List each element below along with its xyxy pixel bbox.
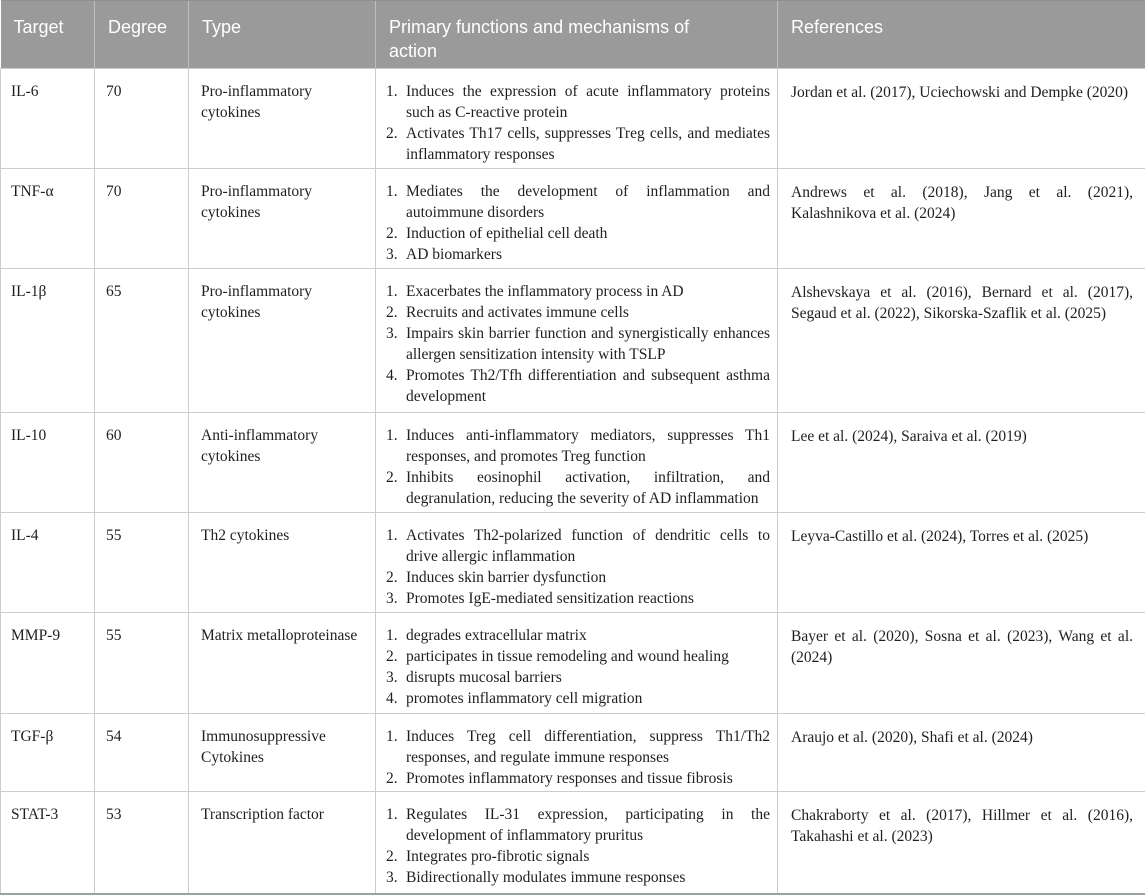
functions-cell [376,613,778,714]
function-item: Induces skin barrier dysfunction [406,569,607,586]
functions-cell [376,413,778,513]
degree-cell: 70 [95,169,189,269]
column-header-type-label: Type [202,17,242,37]
functions-list [384,181,770,265]
function-item: Activates Th17 cells, suppresses Treg cells, and mediates inflammatory responses [406,125,770,163]
degree-cell: 65 [95,269,189,413]
degree-cell: 70 [95,69,189,169]
target-cell: STAT-3 [1,792,95,894]
functions-list [384,525,770,609]
references-cell: Andrews et al. (2018), Jang et al. (2021), Kalashnikova et al. (2024) [778,169,1145,269]
references-cell: Leyva-Castillo et al. (2024), Torres et al. (2025) [778,513,1145,613]
function-item: Activates Th2-polarized function of dendritic cells to drive allergic inflammation [406,527,770,565]
references-cell: Chakraborty et al. (2017), Hillmer et al. (2016), Takahashi et al. (2023) [778,792,1145,894]
type-cell: Matrix metalloproteinase [189,613,376,714]
function-item: Promotes inflammatory responses and tissue fibrosis [406,770,733,787]
target-cell: IL-1β [1,269,95,413]
table-header [1,1,1145,69]
function-item: Integrates pro-fibrotic signals [406,848,590,865]
function-item: Induces Treg cell differentiation, suppress Th1/Th2 responses, and regulate immune responses [406,728,770,766]
degree-cell: 55 [95,613,189,714]
references-cell: Lee et al. (2024), Saraiva et al. (2019) [778,413,1145,513]
function-item: Induces anti-inflammatory mediators, suppresses Th1 responses, and promotes Treg function [406,427,770,465]
function-item: Promotes Th2/Tfh differentiation and subsequent asthma development [406,367,770,405]
function-item: promotes inflammatory cell migration [406,690,643,707]
target-cell: IL-6 [1,69,95,169]
function-item: AD biomarkers [406,246,502,263]
table-row [1,613,1145,714]
functions-list [384,804,770,888]
type-cell: Anti-inflammatory cytokines [189,413,376,513]
degree-cell: 53 [95,792,189,894]
type-cell: Pro-inflammatory cytokines [189,69,376,169]
column-header-degree [95,1,189,69]
table-row [1,69,1145,169]
table-row [1,269,1145,413]
functions-cell [376,792,778,894]
references-cell: Araujo et al. (2020), Shafi et al. (2024) [778,714,1145,792]
column-header-target [1,1,95,69]
table-row [1,413,1145,513]
function-item: Induction of epithelial cell death [406,225,608,242]
functions-cell [376,714,778,792]
function-item: Inhibits eosinophil activation, infiltration, and degranulation, reducing the severity of AD inflammation [406,469,770,507]
target-cell: MMP-9 [1,613,95,714]
column-header-type [189,1,376,69]
column-header-references [778,1,1145,69]
functions-cell [376,69,778,169]
header-row [1,1,1145,69]
functions-list [384,281,770,407]
function-item: Promotes IgE-mediated sensitization reactions [406,590,694,607]
type-cell: Th2 cytokines [189,513,376,613]
references-cell: Alshevskaya et al. (2016), Bernard et al. (2017), Segaud et al. (2022), Sikorska-Szaflik et al. (2025) [778,269,1145,413]
function-item: Recruits and activates immune cells [406,304,629,321]
table-row [1,513,1145,613]
function-item: Impairs skin barrier function and synergistically enhances allergen sensitization intensity with TSLP [406,325,770,363]
target-cell: IL-10 [1,413,95,513]
column-header-degree-label: Degree [108,17,168,37]
function-item: Mediates the development of inflammation and autoimmune disorders [406,183,770,221]
functions-cell [376,169,778,269]
degree-cell: 54 [95,714,189,792]
functions-cell [376,269,778,413]
references-cell: Bayer et al. (2020), Sosna et al. (2023), Wang et al. (2024) [778,613,1145,714]
table-row [1,169,1145,269]
functions-list [384,726,770,789]
column-header-functions [376,1,778,69]
functions-list [384,625,770,709]
column-header-target-label: Target [13,17,64,37]
table-body [1,69,1145,894]
table-row [1,714,1145,792]
function-item: Induces the expression of acute inflammatory proteins such as C-reactive protein [406,83,770,121]
column-header-references-label: References [791,17,884,37]
function-item: participates in tissue remodeling and wound healing [406,648,729,665]
table-row [1,792,1145,894]
functions-cell [376,513,778,613]
column-header-functions-label: Primary functions and mechanisms of action [389,17,690,61]
function-item: Exacerbates the inflammatory process in AD [406,283,684,300]
functions-list [384,81,770,165]
function-item: Regulates IL-31 expression, participating in the development of inflammatory pruritus [406,806,770,844]
type-cell: Pro-inflammatory cytokines [189,169,376,269]
function-item: degrades extracellular matrix [406,627,587,644]
target-cell: TNF-α [1,169,95,269]
references-cell: Jordan et al. (2017), Uciechowski and Dempke (2020) [778,69,1145,169]
type-cell: Transcription factor [189,792,376,894]
type-cell: Immunosuppressive Cytokines [189,714,376,792]
target-cell: IL-4 [1,513,95,613]
function-item: disrupts mucosal barriers [406,669,562,686]
degree-cell: 55 [95,513,189,613]
function-item: Bidirectionally modulates immune responses [406,869,686,886]
degree-cell: 60 [95,413,189,513]
type-cell: Pro-inflammatory cytokines [189,269,376,413]
functions-list [384,425,770,509]
target-cell: TGF-β [1,714,95,792]
